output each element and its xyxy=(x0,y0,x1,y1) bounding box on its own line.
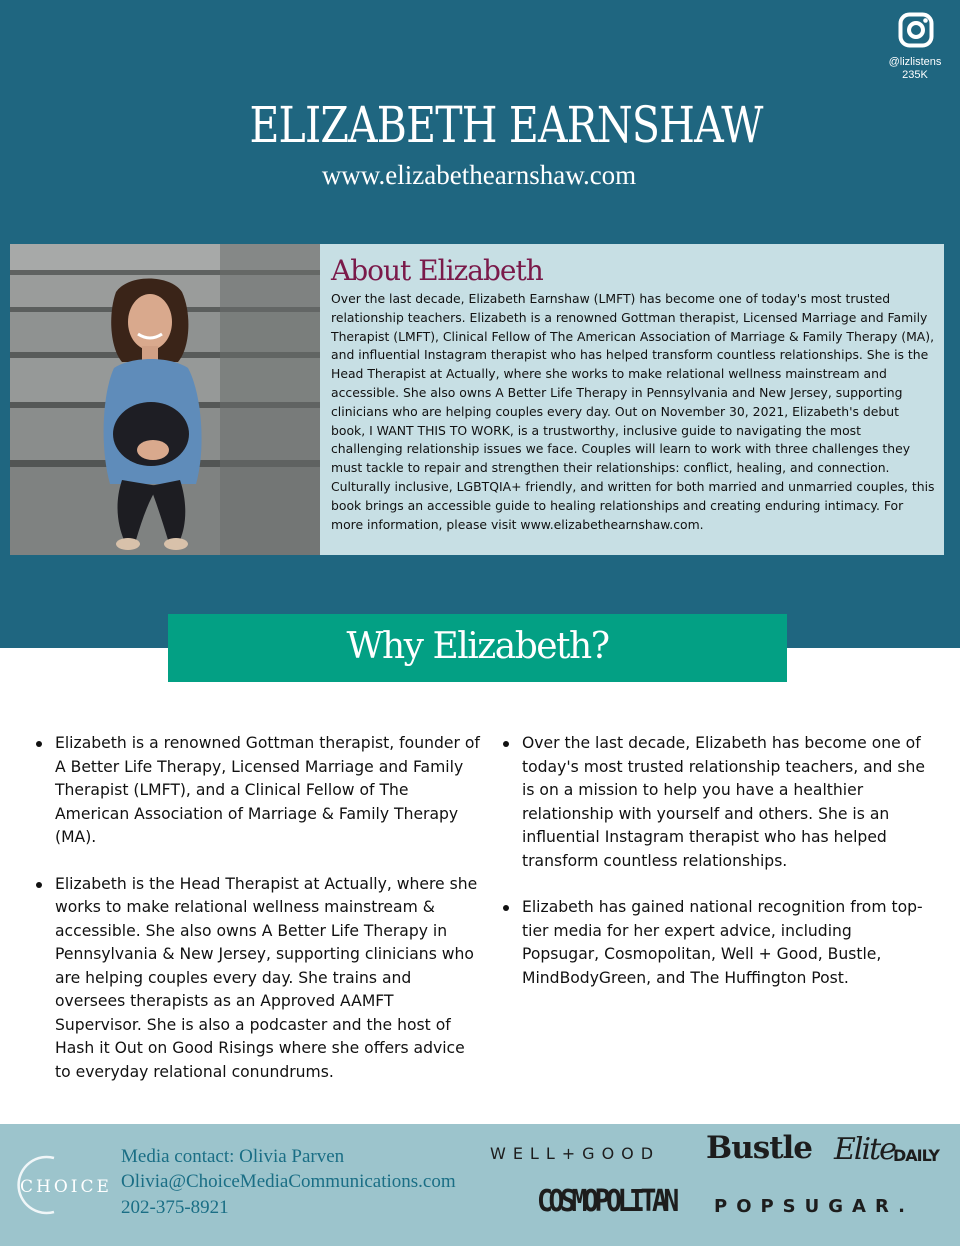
list-item xyxy=(30,732,480,850)
why-list-right xyxy=(497,732,927,1013)
why-heading-box xyxy=(168,614,787,682)
about-panel xyxy=(320,244,944,555)
popsugar-logo: POPSUGAR. xyxy=(714,1196,915,1217)
why-list-left xyxy=(30,732,480,1107)
follower-count: 235K xyxy=(902,69,928,81)
list-item-text: Over the last decade, Elizabeth has become one of today's most trusted relationship teachers, and she is on a mission to help you have a healthier relationship with yourself and others. She is an influential Instagram therapist who has helped transform countless relationships. xyxy=(522,734,926,870)
wellgood-logo: WELL+GOOD xyxy=(490,1144,661,1163)
media-contact-phone: 202-375-8921 xyxy=(121,1197,229,1218)
portrait-photo xyxy=(10,244,320,555)
choice-logo-text: CHOICE xyxy=(20,1177,112,1197)
media-contact-email[interactable]: Olivia@ChoiceMediaCommunications.com xyxy=(121,1171,456,1192)
bustle-logo: Bustle xyxy=(706,1130,813,1166)
list-item-text: Elizabeth has gained national recognition from top-tier media for her expert advice, including Popsugar, Cosmopolitan, Well + Good, Bustle, MindBodyGreen, and The Huffington Post. xyxy=(522,898,923,987)
bullet-icon xyxy=(503,741,509,747)
cosmopolitan-logo: COSMOPOLITAN xyxy=(537,1184,675,1219)
why-title: Why Elizabeth? xyxy=(346,626,609,667)
instagram-icon[interactable] xyxy=(898,12,934,48)
list-item-text: Elizabeth is the Head Therapist at Actually, where she works to make relational wellness mainstream & accessible. She also owns A Better Life Therapy in Pennsylvania & New Jersey, supporting clinicians who are helping couples every day. She trains and oversees therapists as an Approved AAMFT Supervisor. She is also a podcaster and the host of Hash it Out on Good Risings where she offers advice to everyday relational conundrums. xyxy=(55,874,478,1081)
list-item-text: Elizabeth is a renowned Gottman therapist, founder of A Better Life Therapy, Licensed Marriage and Family Therapist (LMFT), and a Clinical Fellow of The American Association of Marriage & Family Therapy (MA). xyxy=(55,734,480,846)
about-body: Over the last decade, Elizabeth Earnshaw (LMFT) has become one of today's most trusted relationship teachers. Elizabeth is a renowned Gottman therapist, Licensed Marriage and Family Therapist (LMFT), Clinical Fellow of The American Association of Marriage & Family Therapy (MA), and influential Instagram therapist who has helped transform countless relationships. She is the Head Therapist at Actually, where she works to make relational wellness mainstream and accessible. She also owns A Better Life Therapy in Pennsylvania and New Jersey, supporting clinicians who are helping couples every day. Out on November 30, 2021, Elizabeth's debut book, I WANT THIS TO WORK, is a trustworthy, inclusive guide to navigating the most challenging relationship issues we face. Couples will learn to work with three challenges they must tackle to repair and strengthen their relationships: conflict, healing, and connection. Culturally inclusive, LGBTQIA+ friendly, and written for both married and unmarried couples, this book brings an accessible guide to healing relationships and creating enduring intimacy. For more information, please visit www.elizabethearnshaw.com. xyxy=(331,291,935,532)
bullet-icon xyxy=(503,905,509,911)
media-contact-name: Media contact: Olivia Parven xyxy=(121,1146,345,1167)
list-item xyxy=(30,873,480,1085)
elite-daily-logo: Elite xyxy=(834,1132,895,1167)
footer-bar xyxy=(0,1124,960,1246)
elite-daily-logo-suffix: DAILY xyxy=(893,1146,939,1165)
website-link[interactable]: www.elizabethearnshaw.com xyxy=(321,160,637,190)
page-title: ELIZABETH EARNSHAW xyxy=(249,96,763,154)
bullet-icon xyxy=(36,882,42,888)
list-item xyxy=(497,732,927,873)
about-title: About Elizabeth xyxy=(331,254,543,287)
list-item xyxy=(497,896,927,990)
instagram-handle[interactable]: @lizlistens xyxy=(888,56,942,68)
bullet-icon xyxy=(36,741,42,747)
